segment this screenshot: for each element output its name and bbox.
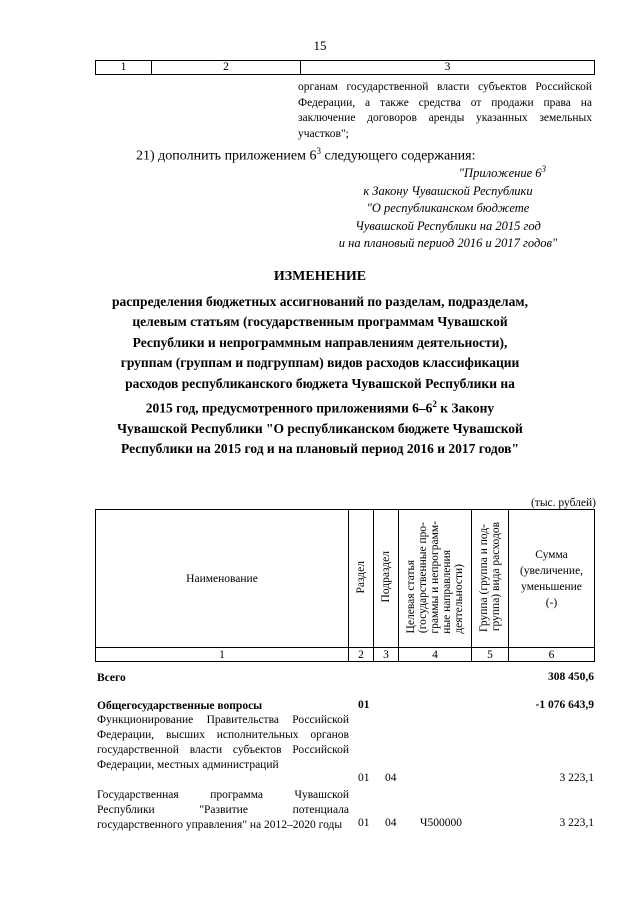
row-general-amount: -1 076 643,9 — [535, 699, 594, 711]
appendix-line-4: Чувашской Республики на 2015 год — [355, 218, 541, 233]
appendix-sup: 3 — [541, 164, 546, 174]
subheading-sup: 2 — [432, 399, 437, 410]
row-total-name: Всего — [97, 672, 126, 684]
item21-sup: 3 — [316, 146, 321, 156]
header-subsection — [374, 510, 399, 648]
header-sum — [509, 510, 595, 648]
subheading-main: распределения бюджетных ассигнований по разделам, подразделам, целевым статьям (государственным программам Чувашской Республики и непрограммным направлениям деятельности), группам (группам и подгруппам) видов расходов классификации расходов республиканского бюджета Чувашской Республики на 2015 год, предусмотренного приложениями 6–6 — [112, 294, 528, 416]
continued-text: органам государственной власти субъектов Российской Федерации, а также средства от продажи права на заключение договоров аренды указанных земельных участков"; — [298, 81, 592, 140]
row-general-name: Общегосударственные вопросы — [97, 700, 263, 712]
appendix-line-5: и на плановый период 2016 и 2017 годов" — [338, 236, 558, 251]
header-sum-4: (-) — [545, 596, 558, 609]
colnum-5: 5 — [472, 648, 509, 662]
units-label: (тыс. рублей) — [530, 497, 596, 509]
subheading-tail: к Закону Чувашской Республики "О республиканском бюджете Чувашской Республики на 2015 год и на плановый период 2016 и 2017 годов" — [117, 400, 523, 457]
appendix-line-3: "О республиканском бюджете — [366, 201, 530, 216]
appendix-header — [300, 161, 596, 253]
budget-table-header — [95, 509, 595, 662]
header-subsection-text: Подраздел — [380, 551, 392, 603]
row-total-amount: 308 450,6 — [548, 671, 594, 683]
header-section-text: Раздел — [355, 560, 367, 594]
colnum-4: 4 — [399, 648, 472, 662]
row-govfunc-name: Функционирование Правительства Российской Федерации, высших исполнительных органов государственной власти субъектов Российской Федерации, местных администраций — [97, 714, 349, 771]
row-program-name: Государственная программа Чувашской Республики "Развитие потенциала государственного управления" на 2012–2020 годы — [97, 789, 349, 831]
header-group-1: Группа (группа и под- — [478, 523, 490, 632]
item21-suffix: следующего содержания: — [320, 148, 476, 164]
col-1-number: 1 — [96, 61, 152, 75]
row-general-section: 01 — [358, 699, 370, 711]
header-sum-1: Сумма — [535, 548, 568, 561]
header-name: Наименование — [96, 510, 349, 648]
col-2-number: 2 — [152, 61, 301, 75]
row-program-amount: 3 223,1 — [559, 817, 594, 829]
row-program-section: 01 — [358, 817, 370, 829]
appendix-line-2: к Закону Чувашской Республики — [363, 183, 533, 198]
header-target-2: (государственные про- — [417, 522, 429, 634]
header-sum-3: уменьшение — [521, 580, 582, 593]
header-target-1: Целевая статья — [405, 559, 417, 634]
row-govfunc-amount: 3 223,1 — [559, 772, 594, 784]
page-number: 15 — [313, 38, 327, 53]
row-program-target: Ч500000 — [420, 817, 462, 829]
item21-prefix: 21) дополнить приложением 6 — [136, 148, 317, 164]
appendix-title: "Приложение 6 — [458, 166, 542, 181]
appendix-line-1 — [300, 161, 596, 183]
document-subheading — [110, 292, 530, 460]
header-sum-2: (увеличение, — [519, 564, 584, 577]
header-group — [472, 510, 509, 648]
colnum-1: 1 — [96, 648, 349, 662]
continuation-table-header — [95, 60, 595, 75]
row-govfunc-subsection: 04 — [385, 772, 397, 784]
header-target-3: граммы и непрограмм- — [429, 520, 441, 634]
row-program-subsection: 04 — [385, 817, 397, 829]
colnum-6: 6 — [509, 648, 595, 662]
row-govfunc-section: 01 — [358, 772, 370, 784]
header-target-4: ные направления — [441, 549, 453, 634]
colnum-2: 2 — [349, 648, 374, 662]
header-target — [399, 510, 472, 648]
colnum-3: 3 — [374, 648, 399, 662]
header-section — [349, 510, 374, 648]
header-group-2: группа) вида расходов — [490, 522, 502, 632]
document-heading: ИЗМЕНЕНИЕ — [273, 269, 367, 284]
col-3-number: 3 — [301, 61, 595, 75]
header-target-5: деятельности) — [453, 563, 465, 634]
